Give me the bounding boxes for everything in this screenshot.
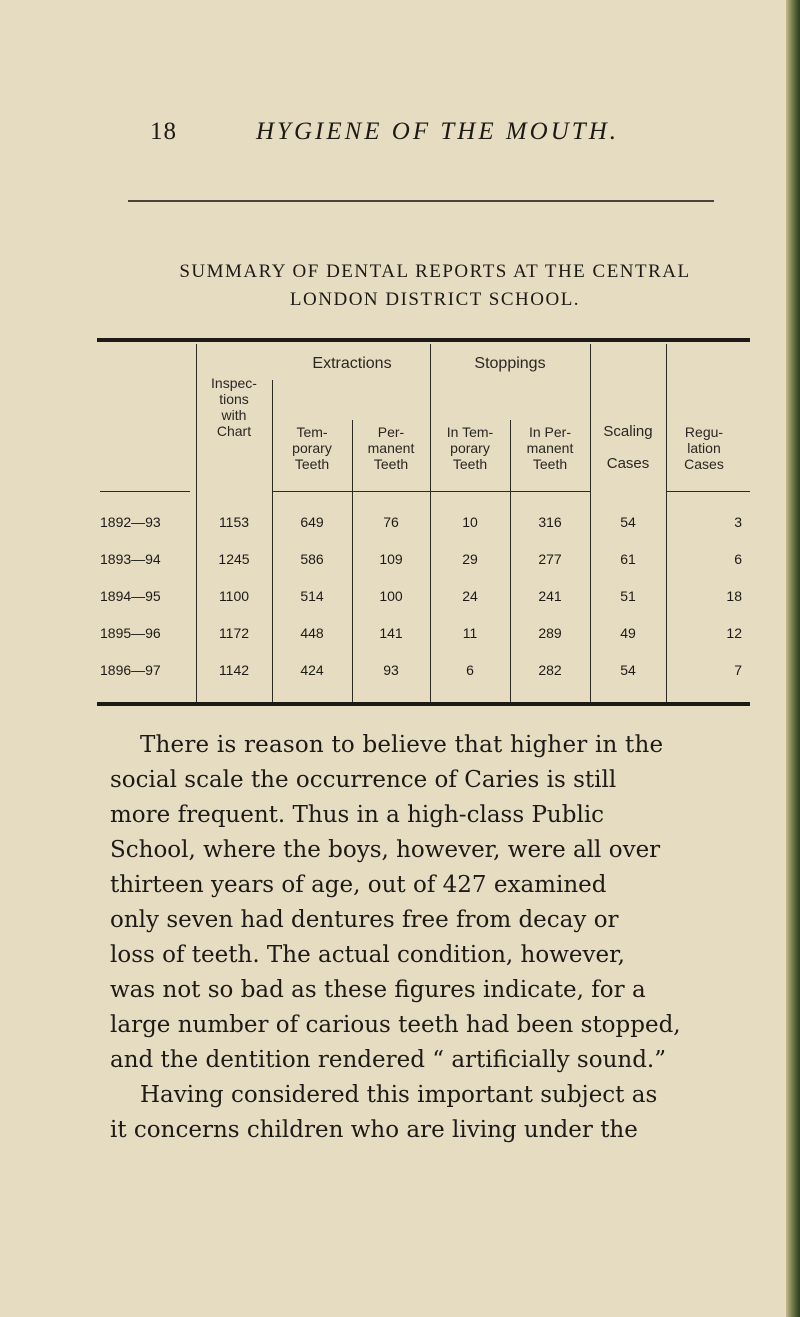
inspections-cell: 1153 [218,514,250,530]
header-line: Regu- [684,424,724,440]
body-line: it concerns children who are living under the [110,1117,638,1143]
header-line [590,440,666,456]
scaling-cell: 51 [620,588,636,604]
page-number: 18 [150,118,177,145]
body-line: loss of teeth. The actual condition, however, [110,942,625,968]
body-paragraph [110,728,710,1148]
table-row [97,551,750,571]
extractions-permanent-cell: 141 [379,625,403,641]
header-line: Per- [377,424,405,440]
header-line: Inspec- [211,375,257,391]
header-line: Tem- [296,424,328,440]
header-line: tions [219,391,249,407]
column-rule [272,380,273,702]
year-cell: 1894—95 [100,588,161,604]
stoppings-temporary-cell: 10 [462,514,478,530]
body-line: thirteen years of age, out of 427 examined [110,872,607,898]
table-row [97,625,750,645]
header-rule-regulation [666,491,750,492]
inspections-cell: 1172 [218,625,250,641]
header-line: manent [526,440,574,456]
header-line: In Tem- [446,424,494,440]
header-inspections [196,375,272,439]
table-title-line: LONDON DISTRICT SCHOOL. [289,289,581,310]
header-stoppings-temporary [430,424,510,472]
running-head-title: HYGIENE OF THE MOUTH. [256,118,619,145]
table-top-rule [97,338,750,342]
table-row [97,662,750,682]
regulation-cell: 6 [734,551,742,567]
inspections-cell: 1100 [218,588,250,604]
header-scaling [590,424,666,472]
body-line: more frequent. Thus in a high-class Public [110,802,605,828]
extractions-temporary-cell: 514 [300,588,324,604]
extractions-temporary-cell: 586 [300,551,324,567]
header-line: Chart [216,423,252,439]
inspections-cell: 1245 [218,551,250,567]
header-line: Cases [684,456,724,472]
year-cell: 1893—94 [100,551,161,567]
header-line: Teeth [452,456,488,472]
page-edge [786,0,800,1317]
header-rule-year [100,491,190,492]
stoppings-temporary-cell: 6 [466,662,474,678]
extractions-temporary-cell: 448 [300,625,324,641]
body-line: social scale the occurrence of Caries is still [110,767,617,793]
body-line: Having considered this important subject as [140,1082,658,1108]
year-cell: 1895—96 [100,625,161,641]
stoppings-permanent-cell: 241 [538,588,562,604]
scaling-cell: 54 [620,514,636,530]
extractions-temporary-cell: 424 [300,662,324,678]
stoppings-permanent-cell: 316 [538,514,562,530]
extractions-group-header: Extractions [312,355,392,372]
extractions-permanent-cell: 76 [383,514,399,530]
header-line: lation [687,440,721,456]
header-line: porary [450,440,490,456]
running-head [0,118,800,158]
year-cell: 1892—93 [100,514,161,530]
scaling-cell: 54 [620,662,636,678]
body-line: was not so bad as these figures indicate, for a [110,977,646,1003]
body-line: School, where the boys, however, were all over [110,837,661,863]
header-line: In Per- [528,424,571,440]
header-rule-extractions [272,491,430,492]
stoppings-temporary-cell: 29 [462,551,478,567]
stoppings-temporary-cell: 11 [462,625,478,641]
regulation-cell: 12 [726,625,742,641]
extractions-permanent-cell: 109 [379,551,403,567]
extractions-permanent-cell: 100 [379,588,403,604]
table-title-line: SUMMARY OF DENTAL REPORTS AT THE CENTRAL [179,261,691,282]
header-line: Teeth [294,456,330,472]
stoppings-group-header: Stoppings [474,355,546,372]
stoppings-permanent-cell: 289 [538,625,562,641]
header-line: Scaling [603,423,653,440]
scaling-cell: 61 [620,551,636,567]
stoppings-temporary-cell: 24 [462,588,478,604]
header-rule-stoppings [430,491,590,492]
header-line: with [221,407,247,423]
body-line: There is reason to believe that higher in the [140,732,664,758]
table-row [97,588,750,608]
header-stoppings-permanent [510,424,590,472]
table-bottom-rule [97,702,750,706]
table-row [97,514,750,534]
body-line: large number of carious teeth had been stopped, [110,1012,681,1038]
stoppings-permanent-cell: 277 [538,551,562,567]
regulation-cell: 18 [726,588,742,604]
year-cell: 1896—97 [100,662,161,678]
regulation-cell: 7 [734,662,742,678]
header-line: porary [292,440,332,456]
inspections-cell: 1142 [218,662,250,678]
stoppings-permanent-cell: 282 [538,662,562,678]
header-rule [128,200,714,202]
scaling-cell: 49 [620,625,636,641]
header-extractions-temporary [272,424,352,472]
header-line: Teeth [373,456,409,472]
table-title [110,258,760,314]
header-extractions-permanent [352,424,430,472]
header-line: Teeth [532,456,568,472]
header-regulation [666,424,742,472]
extractions-temporary-cell: 649 [300,514,324,530]
body-line: only seven had dentures free from decay or [110,907,619,933]
header-line: Cases [606,455,650,472]
extractions-permanent-cell: 93 [383,662,399,678]
regulation-cell: 3 [734,514,742,530]
body-line: and the dentition rendered “ artificially sound.” [110,1047,666,1073]
header-line: manent [367,440,415,456]
